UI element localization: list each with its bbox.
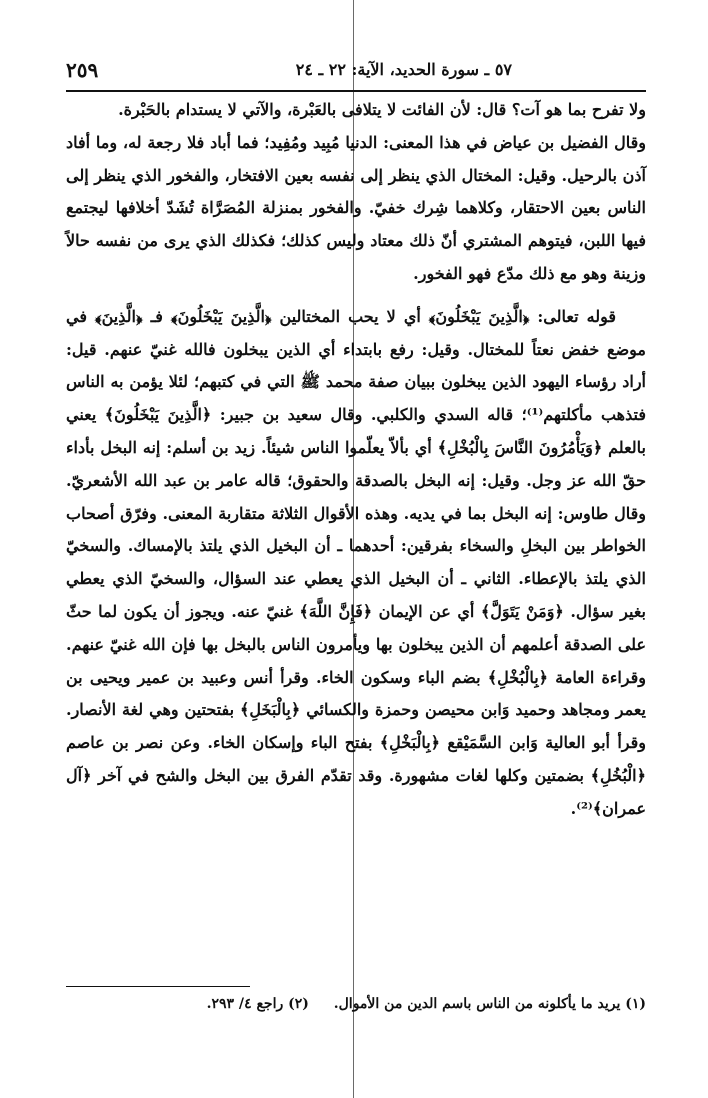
paragraph-2: وقال الفضيل بن عياض في هذا المعنى: الدنيا مُبِيد ومُفِيد؛ فما أباد فلا رجعة له، وما أفاد آذن بالرحيل. وقيل: المختال الذي ينظر إلى نفسه بعين الافتخار، والفخور الذي ينظر إلى الناس بعين الاحتقار، وكلاهما شِرك خفيّ. والفخور بمنزلة المُصَرَّاة تُشَدّ أخلافها ليجتمع فيها اللبن، فيتوهم المشتري أنّ ذلك معتاد وليس كذلك؛ فكذلك الذي يرى من نفسه حالاً وزينة وهو مع ذلك مدّع فهو الفخور. (66, 132, 647, 283)
footnote-2: (٢) راجع ٤/ ٢٩٣. (206, 996, 309, 1012)
footnotes (66, 996, 646, 1012)
page-number: ٢٥٩ (66, 58, 99, 82)
running-title: ٥٧ ـ سورة الحديد، الآية: ٢٢ ـ ٢٤ (295, 60, 512, 79)
paragraph-3: قوله تعالى: ﴿الَّذِينَ يَبْخَلُونَ﴾ أي لا يحب المختالين ﴿الَّذِينَ يَبْخَلُونَ﴾ فـ ﴿الَّذِينَ﴾ في موضع خفض نعتاً للمختال. وقيل: رفع بابتداء أي الذين يبخلون فالله غنيّ عنهم. قيل: أراد رؤساء اليهود الذين يبخلون ببيان صفة محمد ﷺ التي في كتبهم؛ لئلا يؤمن به الناس فتذهب مأكلتهم⁽¹⁾؛ قاله السدي والكلبي. وقال سعيد بن جبير: ﴿الَّذِينَ يَبْخَلُونَ﴾ يعني بالعلم ﴿وَيَأْمُرُونَ النَّاسَ بِالْبُخْلِ﴾ أي بألاّ يعلّموا الناس شيئاً. زيد بن أسلم: إنه البخل بأداء حقّ الله عز وجل. وقيل: إنه البخل بالصدقة والحقوق؛ قاله عامر بن عبد الله الأشعريّ. وقال طاوس: إنه البخل بما في يديه. وهذه الأقوال الثلاثة متقاربة المعنى. وفرّق أصحاب الخواطر بين البخلِ والسخاء بفرقين: أحدهما ـ أن البخيل الذي يلتذ بالإمساك. والسخيّ الذي يلتذ بالإعطاء. الثاني ـ أن البخيل الذي يعطي عند السؤال، والسخيّ الذي يعطي بغير سؤال. ﴿وَمَنْ يَتَوَلَّ﴾ أي عن الإيمان ﴿فَإِنَّ اللَّهَ﴾ غنيّ عنه. ويجوز أن يكون لما حثّ على الصدقة أعلمهم أن الذين يبخلون بها ويأمرون الناس بالبخل بها فإن الله غنيّ عنهم. وقراءة العامة ﴿بِالْبُخْلِ﴾ بضم الباء وسكون الخاء. وقرأ أنس وعبيد بن عمير ويحيى بن يعمر ومجاهد وحميد وَابن محيصن وحمزة والكسائي ﴿بِالْبَخَلِ﴾ بفتحتين وهي لغة الأنصار. وقرأ أبو العالية وَابن السَّمَيْقع ﴿بِالْبَخْلِ﴾ بفتح الباء وإسكان الخاء. وعن نصر بن عاصم ﴿الْبُخُلِ﴾ بضمتين وكلها لغات مشهورة. وقد تقدّم الفرق بين البخل والشح في آخر ﴿آل عمران﴾⁽²⁾. (66, 306, 646, 818)
page-header (66, 56, 646, 92)
footnote-1: (١) يريد ما يأكلونه من الناس باسم الدين من الأموال. (333, 996, 646, 1012)
paragraph-1: ولا تفرح بما هو آت؟ قال: لأن الفائت لا يتلافى بالعَبْرة، والآتي لا يستدام بالحَبْرة. (118, 100, 646, 119)
footnote-rule (66, 986, 250, 987)
body-text (66, 94, 646, 826)
header-rule (66, 90, 646, 92)
